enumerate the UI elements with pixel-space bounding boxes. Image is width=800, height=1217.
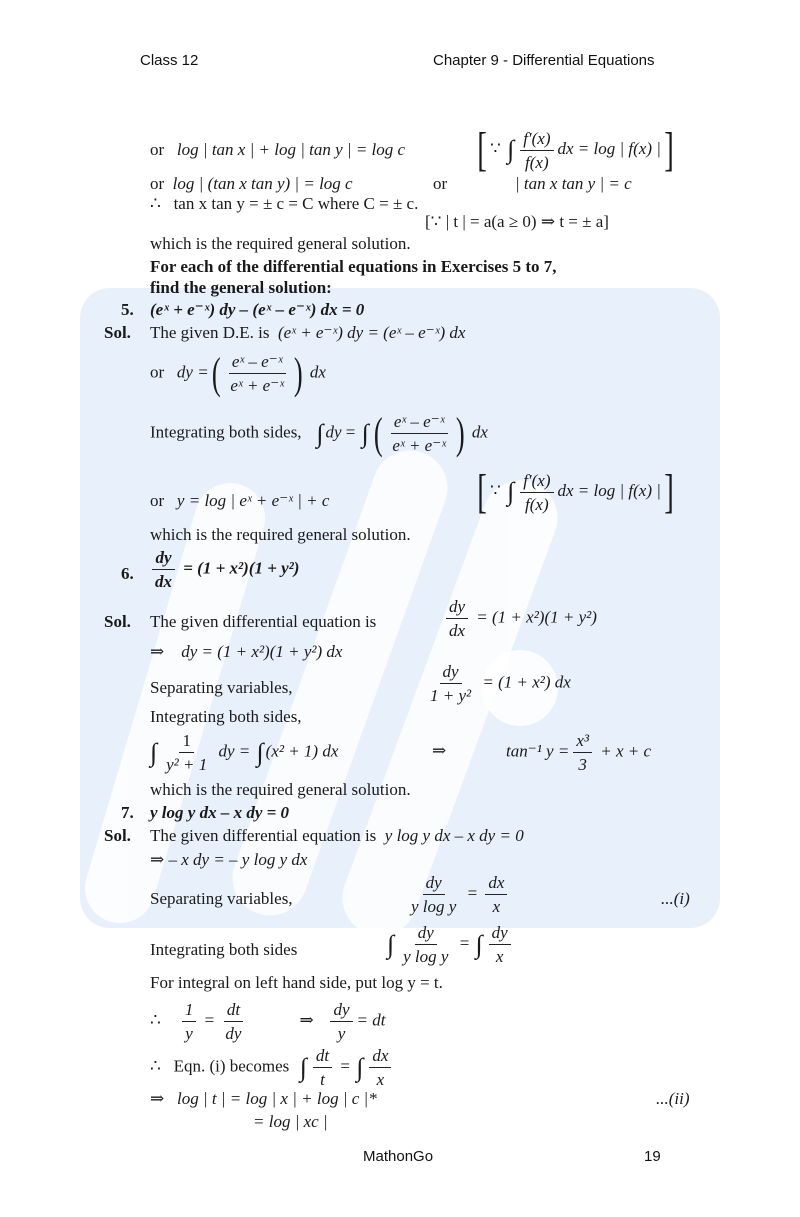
prev-line-3: ∴ tan x tan y = ± c = C where C = ± c. [150,194,419,213]
q7-separated-eq: $\frac{dy}{\text{y log y}}$ = $\frac{dx}{x}$ [404,873,511,916]
q6-integral-eq: ∫ $\frac{1}{\text{y² + 1}}$ dy = ∫ (x² + 1) dx [150,731,339,774]
page-number: 19 [644,1148,661,1165]
q7-number: 7. [121,803,134,822]
q6-line-2: ⇒ dy = (1 + x²)(1 + y²) dx [150,642,343,661]
q7-integral-eq: ∫ $\frac{dy}{\text{y log y}}$ = ∫ $\frac{dy}{x}$ [385,923,515,966]
q7-tag-i: ...(i) [661,889,690,908]
q5-sol-label: Sol. [104,323,131,342]
q7-separating: Separating variables, [150,889,293,908]
q7-integrating: Integrating both sides [150,940,298,959]
q6-sol-label: Sol. [104,612,131,631]
q7-question: y log y dx – x dy = 0 [150,803,290,822]
q7-last-line: = log | xc | [253,1112,328,1131]
q5-conclusion: which is the required general solution. [150,525,411,544]
q5-integrating: Integrating both sides, ∫ dy = ∫ ( $\frac{\text{eˣ – e⁻ˣ}}{\text{eˣ + e⁻ˣ}}$ ) dx [150,408,488,458]
q7-sol-label: Sol. [104,826,131,845]
q5-given: The given D.E. is (eˣ + e⁻ˣ) dy = (eˣ – e⁻ˣ) dx [150,323,466,342]
prev-line-2b: | tan x tan y | = c [515,174,632,193]
q7-tag-ii: ...(ii) [656,1089,690,1108]
q6-conclusion: which is the required general solution. [150,780,411,799]
q6-result: tan⁻¹ y = $\frac{\text{x³}}{3}$ + x + c [506,731,652,774]
header-class: Class 12 [140,52,199,69]
q6-implies: ⇒ [432,741,447,760]
q6-separated-eq: $\frac{dy}{\text{1 + y²}}$ = (1 + x²) dx [430,662,571,705]
q7-line-2: ⇒ – x dy = – y log y dx [150,850,308,869]
q6-given: The given differential equation is [150,612,377,631]
prev-line-2: or log | (tan x tan y) | = log c [150,174,353,193]
q5-hint: [ ∵ ∫ $\frac{f'(x)}{f(x)}$ dx = log | f(x) |] [477,465,674,518]
instruction-line-2: find the general solution: [150,278,332,297]
q7-put: For integral on left hand side, put log y = t. [150,973,443,992]
q5-number: 5. [121,300,134,319]
prev-conclusion: which is the required general solution. [150,234,411,253]
q6-integrating: Integrating both sides, [150,707,302,726]
q7-substitution: ∴ $\frac{1}{y}$ = $\frac{dt}{dy}$ ⇒ $\frac{dy}{y}$ = dt [150,1000,386,1043]
prev-hint-1: [ ∵ ∫ $\frac{f'(x)}{f(x)}$ dx = log | f(x) |] [477,123,674,176]
q5-result: or y = log | eˣ + e⁻ˣ | + c [150,491,330,510]
header-chapter: Chapter 9 - Differential Equations [433,52,655,69]
q6-separating: Separating variables, [150,678,293,697]
q5-or-dy: or dy =( $\frac{\text{eˣ – e⁻ˣ}}{\text{eˣ + e⁻ˣ}}$ ) dx [150,348,326,398]
q7-given: The given differential equation is y log y dx – x dy = 0 [150,826,524,845]
q6-question: $\frac{dy}{dx}$ = (1 + x²)(1 + y²) [148,548,299,591]
instruction-line-1: For each of the differential equations in Exercises 5 to 7, [150,257,557,276]
prev-line-1: or log | tan x | + log | tan y | = log c [150,140,406,159]
q6-number: 6. [121,564,134,583]
q7-log-line: ⇒ log | t | = log | x | + log | c |* [150,1089,377,1108]
q5-question: (eˣ + e⁻ˣ) dy – (eˣ – e⁻ˣ) dx = 0 [150,300,365,319]
footer-brand: MathonGo [363,1148,434,1165]
q6-given-eq: $\frac{dy}{dx}$ = (1 + x²)(1 + y²) [442,597,597,640]
prev-line-2-or: or [433,174,448,193]
q7-eqn-becomes: ∴ Eqn. (i) becomes ∫ $\frac{dt}{t}$ = ∫ $\frac{dx}{x}$ [150,1046,395,1089]
prev-line-4: [∵ | t | = a(a ≥ 0) ⇒ t = ± a] [425,212,609,231]
